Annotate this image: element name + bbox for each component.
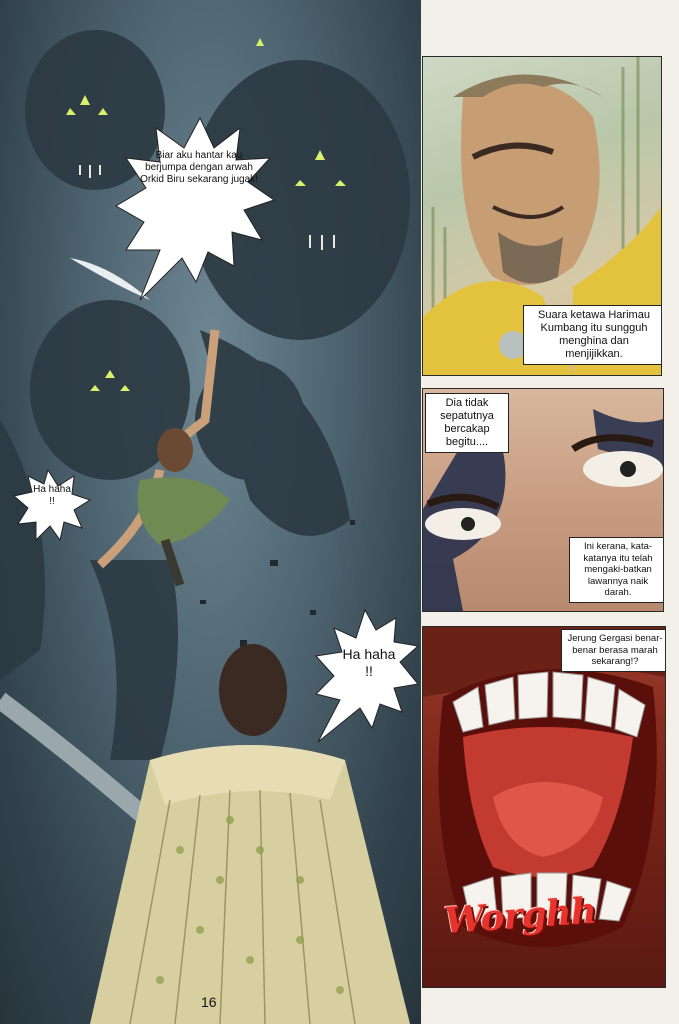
blade <box>70 258 150 300</box>
burst-bottom-text: Ha haha !! <box>342 646 396 679</box>
panel-angry-eyes <box>422 388 664 612</box>
caption-laughter: Suara ketawa Harimau Kumbang itu sungguh menghina dan menjijikkan. <box>523 305 662 365</box>
burst-top-text: Biar aku hantar kau berjumpa dengan arwah Orkid Biru sekarang jugak! <box>140 150 258 185</box>
sound-effect-roar: Worghh <box>442 889 598 943</box>
page-number: 16 <box>201 994 217 1010</box>
caption-reason: Ini kerana, kata-katanya itu telah mengaki-batkan lawannya naik darah. <box>569 537 664 603</box>
panel-laughing-man <box>422 56 662 376</box>
burst-left-text: Ha haha !! <box>33 484 71 507</box>
caption-should-not-speak: Dia tidak sepatutnya bercakap begitu.... <box>425 393 509 453</box>
caption-angry: Jerung Gergasi benar-benar berasa marah sekarang!? <box>561 629 666 672</box>
